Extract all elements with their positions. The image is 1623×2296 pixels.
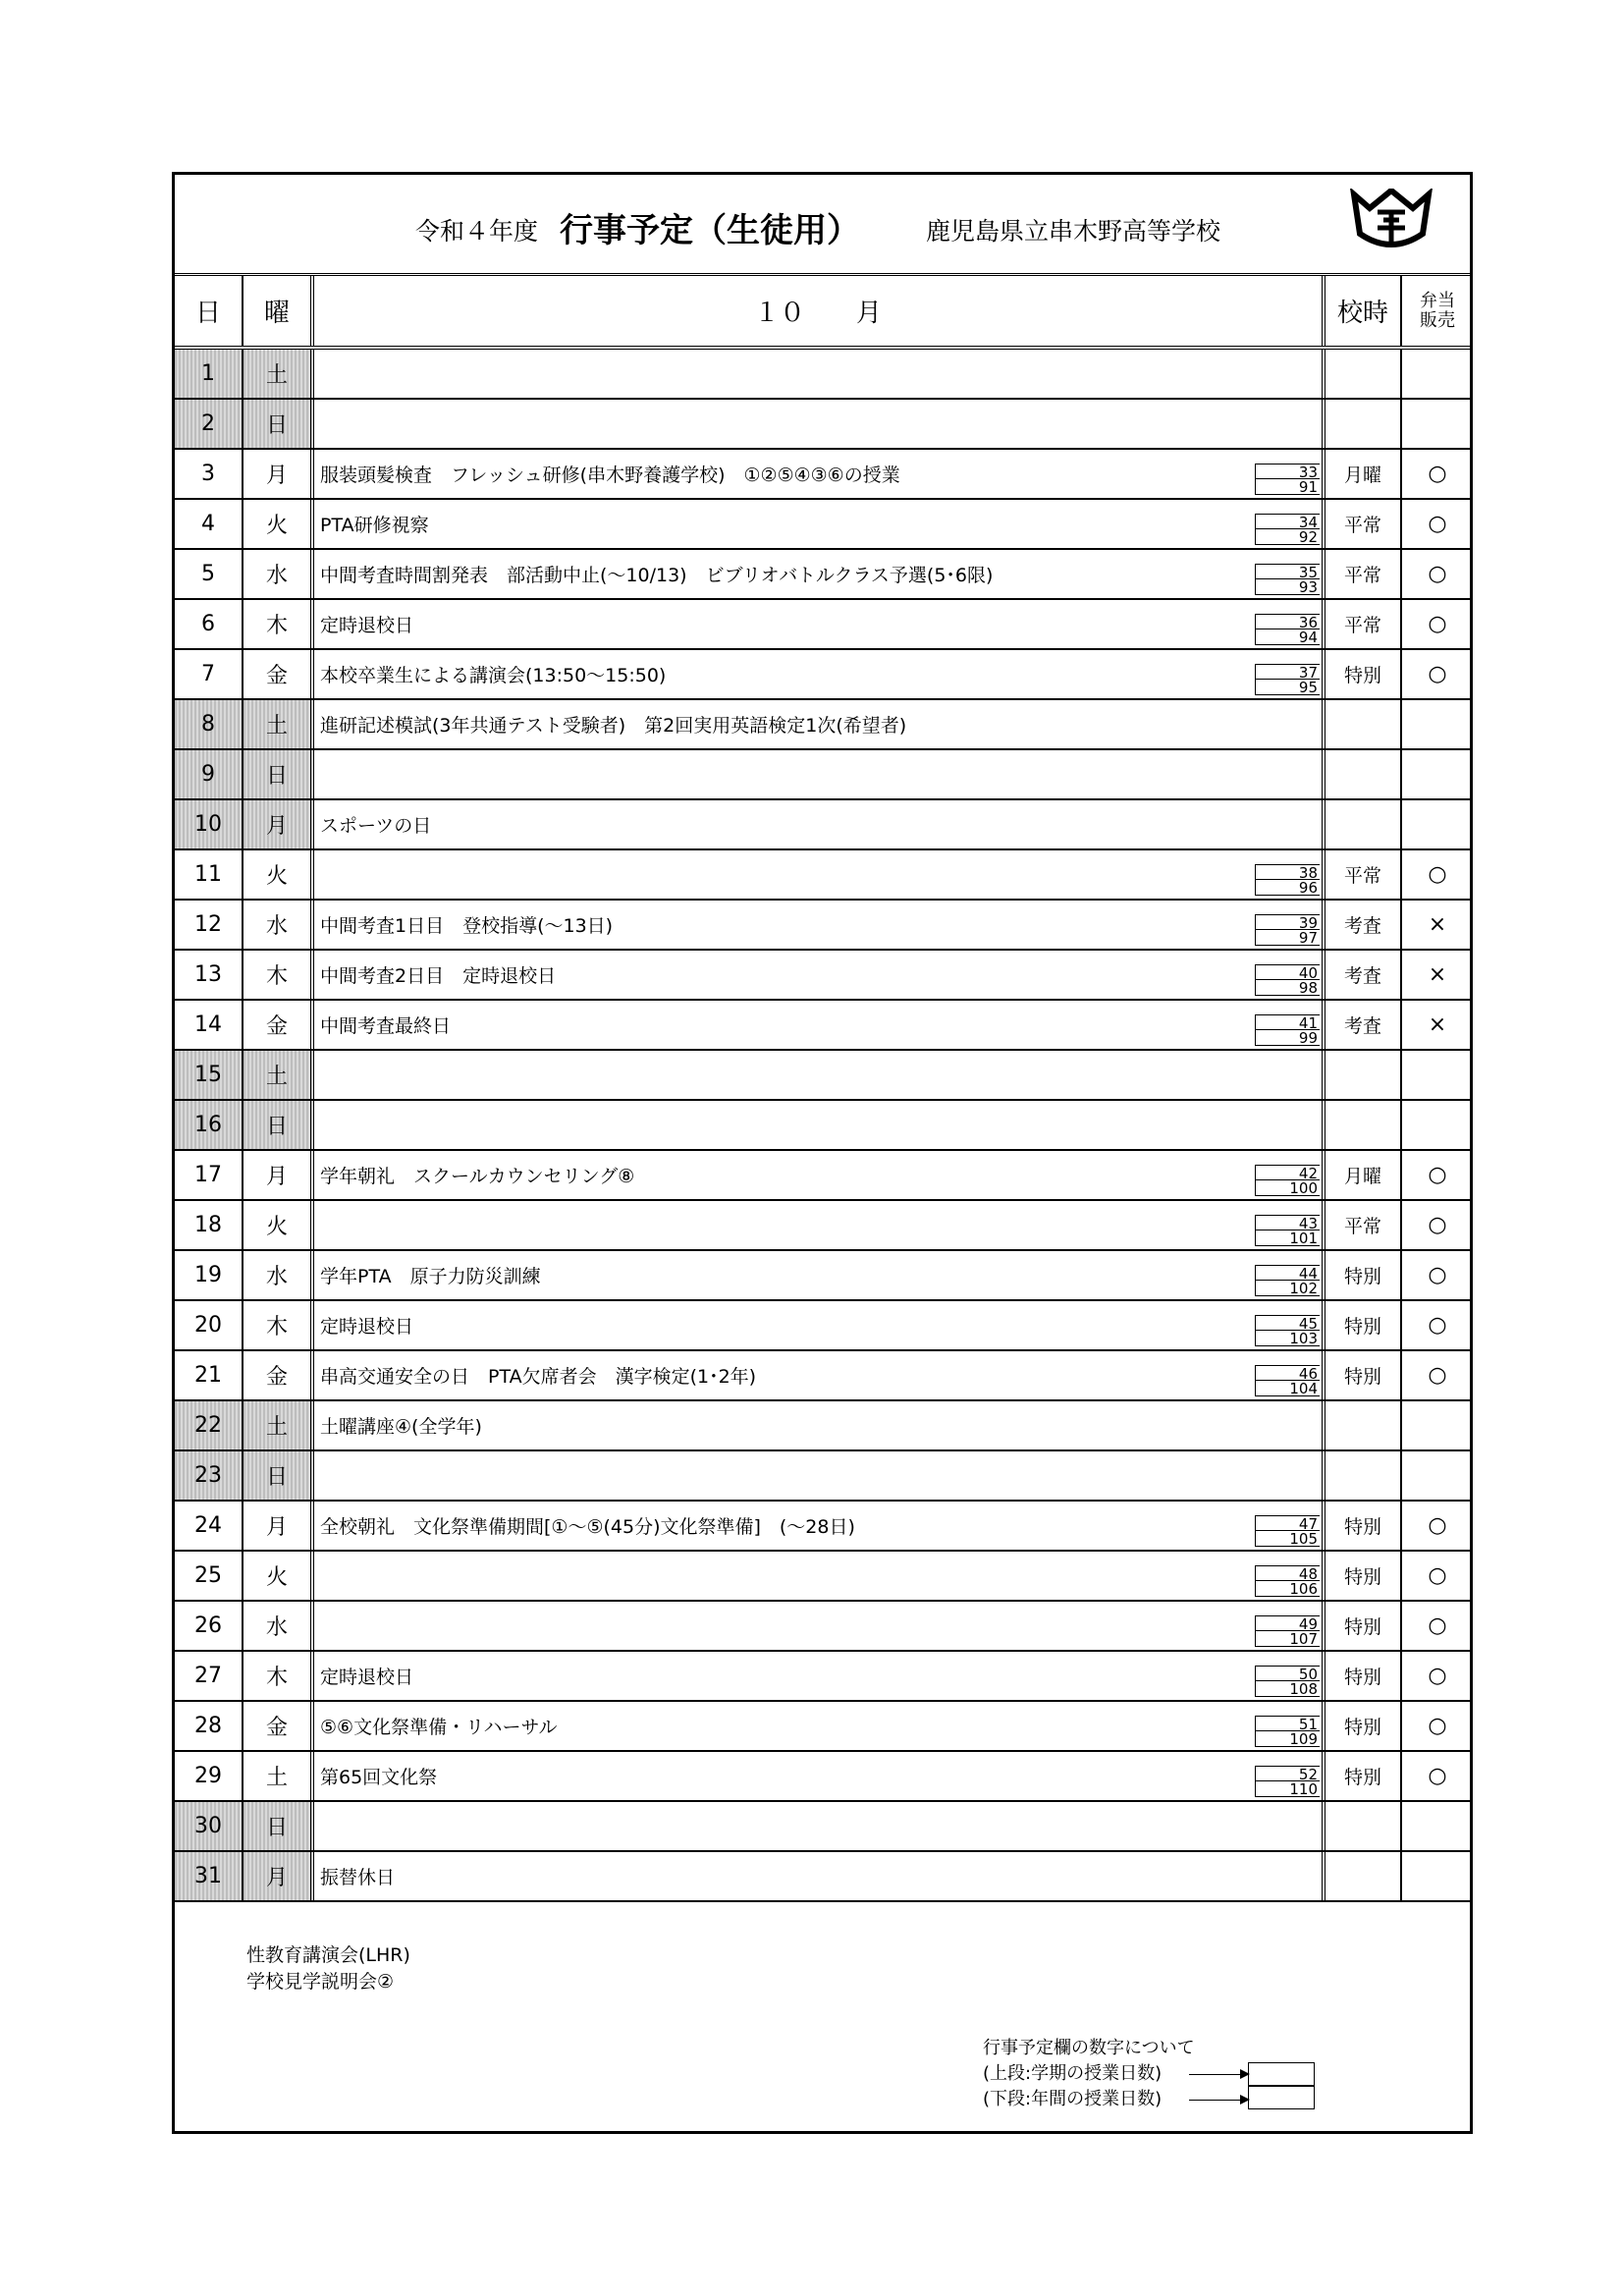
weekday-cell: 火 (243, 1552, 314, 1600)
term-class-days: 36 (1255, 614, 1320, 629)
table-row (175, 1351, 1470, 1401)
schedule-cell: 特別 (1325, 1351, 1402, 1399)
bento-cell (1402, 350, 1473, 398)
event-cell (314, 700, 1325, 748)
weekday-cell: 土 (243, 1401, 314, 1449)
event-cell (314, 901, 1325, 949)
class-day-counts (1255, 1265, 1320, 1298)
term-class-days: 42 (1255, 1165, 1320, 1180)
bento-cell: ○ (1428, 1213, 1447, 1237)
bento-cell: ○ (1428, 1163, 1447, 1187)
class-day-counts (1255, 1215, 1320, 1248)
schedule-cell: 特別 (1325, 1552, 1402, 1600)
weekday-cell: 金 (243, 1001, 314, 1049)
bento-cell (1402, 1401, 1473, 1449)
event-cell (314, 550, 1325, 598)
table-row (175, 1401, 1470, 1451)
table-row (175, 951, 1470, 1001)
bento-cell: ○ (1428, 562, 1447, 586)
day-cell: 24 (175, 1502, 243, 1550)
class-day-counts (1255, 1365, 1320, 1398)
day-cell: 15 (175, 1051, 243, 1099)
school-name: 鹿児島県立串木野高等学校 (926, 217, 1221, 246)
event-text: 振替休日 (320, 1867, 396, 1888)
weekday-cell: 金 (243, 650, 314, 698)
legend-upper: (上段:学期の授業日数) (983, 2063, 1163, 2084)
day-cell: 26 (175, 1602, 243, 1650)
weekday-cell: 日 (243, 400, 314, 448)
term-class-days: 46 (1255, 1365, 1320, 1381)
day-cell: 22 (175, 1401, 243, 1449)
event-text: 服装頭髪検査 フレッシュ研修(串木野養護学校) ①②⑤④③⑥の授業 (320, 465, 900, 486)
schedule-cell: 特別 (1325, 1502, 1402, 1550)
schedule-cell: 特別 (1325, 1752, 1402, 1800)
year-class-days: 108 (1255, 1681, 1320, 1697)
day-cell: 21 (175, 1351, 243, 1399)
table-row (175, 700, 1470, 750)
class-day-counts (1255, 964, 1320, 998)
event-cell (314, 650, 1325, 698)
event-text: 中間考査2日目 定時退校日 (320, 965, 557, 987)
event-cell (314, 500, 1325, 548)
weekday-cell: 日 (243, 750, 314, 798)
table-row (175, 850, 1470, 901)
bento-cell: ○ (1428, 1613, 1447, 1638)
event-cell (314, 350, 1325, 398)
bento-cell (1402, 1451, 1473, 1500)
day-cell: 18 (175, 1201, 243, 1249)
event-cell (314, 1802, 1325, 1850)
event-cell (314, 750, 1325, 798)
bento-header-line1: 弁当 (1420, 290, 1455, 311)
schedule-frame (172, 172, 1473, 2134)
bento-cell (1402, 1101, 1473, 1149)
schedule-cell: 平常 (1325, 850, 1402, 899)
event-cell (314, 450, 1325, 498)
table-row (175, 1652, 1470, 1702)
bento-cell (1402, 800, 1473, 848)
schedule-cell: 考査 (1325, 951, 1402, 999)
table-row (175, 1502, 1470, 1552)
schedule-cell (1325, 1451, 1402, 1500)
table-row (175, 1051, 1470, 1101)
day-cell: 23 (175, 1451, 243, 1500)
event-text: ⑤⑥文化祭準備・リハーサル (320, 1717, 558, 1738)
col-weekday-header: 曜 (243, 276, 314, 346)
event-text: 定時退校日 (320, 1316, 414, 1338)
event-text: 本校卒業生による講演会(13:50～15:50) (320, 665, 667, 686)
term-class-days: 35 (1255, 564, 1320, 579)
class-day-counts (1255, 1315, 1320, 1348)
table-row (175, 1552, 1470, 1602)
schedule-cell: 考査 (1325, 1001, 1402, 1049)
table-row (175, 1602, 1470, 1652)
bento-cell (1402, 750, 1473, 798)
year-class-days: 96 (1255, 880, 1320, 896)
day-cell: 17 (175, 1151, 243, 1199)
term-class-days: 48 (1255, 1565, 1320, 1581)
table-row (175, 750, 1470, 800)
term-class-days: 45 (1255, 1315, 1320, 1331)
event-cell (314, 1552, 1325, 1600)
event-cell (314, 1451, 1325, 1500)
event-text: 中間考査最終日 (320, 1015, 452, 1037)
school-emblem-icon (1348, 189, 1434, 257)
schedule-cell (1325, 700, 1402, 748)
year-class-days: 106 (1255, 1581, 1320, 1597)
schedule-cell: 特別 (1325, 1602, 1402, 1650)
day-cell: 9 (175, 750, 243, 798)
class-day-counts (1255, 1666, 1320, 1699)
year-class-days: 91 (1255, 479, 1320, 495)
class-day-counts (1255, 864, 1320, 898)
schedule-cell: 特別 (1325, 1652, 1402, 1700)
day-cell: 14 (175, 1001, 243, 1049)
bento-cell: ○ (1428, 1363, 1447, 1388)
page-title: 行事予定（生徒用） (560, 211, 860, 250)
term-class-days: 39 (1255, 914, 1320, 930)
day-cell: 27 (175, 1652, 243, 1700)
class-day-counts (1255, 1615, 1320, 1649)
year-label: 令和４年度 (415, 217, 539, 246)
weekday-cell: 金 (243, 1702, 314, 1750)
weekday-cell: 日 (243, 1101, 314, 1149)
bento-cell (1402, 400, 1473, 448)
schedule-cell (1325, 400, 1402, 448)
year-class-days: 109 (1255, 1731, 1320, 1747)
year-class-days: 103 (1255, 1331, 1320, 1346)
event-text: 串高交通安全の日 PTA欠席者会 漢字検定(1･2年) (320, 1366, 757, 1388)
event-text: PTA研修視察 (320, 515, 429, 536)
class-day-counts (1255, 564, 1320, 597)
term-class-days: 33 (1255, 464, 1320, 479)
weekday-cell: 土 (243, 1051, 314, 1099)
event-text: 全校朝礼 文化祭準備期間[①～⑤(45分)文化祭準備] (～28日) (320, 1516, 855, 1538)
weekday-cell: 月 (243, 800, 314, 848)
table-row (175, 1752, 1470, 1802)
bento-cell: ○ (1428, 1263, 1447, 1287)
weekday-cell: 金 (243, 1351, 314, 1399)
weekday-cell: 月 (243, 1852, 314, 1900)
year-class-days: 97 (1255, 930, 1320, 946)
class-day-counts (1255, 1165, 1320, 1198)
col-month-header: １０ 月 (314, 276, 1325, 346)
term-class-days: 43 (1255, 1215, 1320, 1230)
day-cell: 10 (175, 800, 243, 848)
class-day-counts (1255, 514, 1320, 547)
day-cell: 5 (175, 550, 243, 598)
event-text: 定時退校日 (320, 615, 414, 636)
day-cell: 12 (175, 901, 243, 949)
schedule-cell (1325, 350, 1402, 398)
event-cell (314, 1051, 1325, 1099)
class-day-counts (1255, 614, 1320, 647)
bento-cell: ○ (1428, 612, 1447, 636)
col-bento-header (1402, 276, 1473, 346)
term-class-days: 49 (1255, 1615, 1320, 1631)
term-class-days: 37 (1255, 664, 1320, 680)
event-cell (314, 1852, 1325, 1900)
bento-cell: ○ (1428, 1313, 1447, 1338)
table-row (175, 1702, 1470, 1752)
year-class-days: 93 (1255, 579, 1320, 595)
day-cell: 19 (175, 1251, 243, 1299)
schedule-cell: 月曜 (1325, 450, 1402, 498)
event-text: 中間考査時間割発表 部活動中止(～10/13) ビブリオバトルクラス予選(5･6限) (320, 565, 994, 586)
legend-lower: (下段:年間の授業日数) (983, 2089, 1163, 2109)
weekday-cell: 月 (243, 1151, 314, 1199)
schedule-cell: 平常 (1325, 600, 1402, 648)
year-class-days: 92 (1255, 529, 1320, 545)
day-cell: 1 (175, 350, 243, 398)
year-class-days: 107 (1255, 1631, 1320, 1647)
weekday-cell: 日 (243, 1451, 314, 1500)
event-cell (314, 1351, 1325, 1399)
term-class-days: 51 (1255, 1716, 1320, 1731)
weekday-cell: 日 (243, 1802, 314, 1850)
bento-cell: ○ (1428, 1513, 1447, 1538)
arrow-icon (1189, 2100, 1248, 2101)
weekday-cell: 水 (243, 901, 314, 949)
weekday-cell: 月 (243, 1502, 314, 1550)
event-cell (314, 1201, 1325, 1249)
weekday-cell: 土 (243, 1752, 314, 1800)
event-text: 土曜講座④(全学年) (320, 1416, 482, 1438)
weekday-cell: 火 (243, 500, 314, 548)
weekday-cell: 水 (243, 1602, 314, 1650)
event-cell (314, 1602, 1325, 1650)
table-row (175, 1251, 1470, 1301)
event-text: スポーツの日 (320, 815, 432, 837)
event-cell (314, 600, 1325, 648)
event-text: 定時退校日 (320, 1667, 414, 1688)
schedule-cell: 特別 (1325, 1251, 1402, 1299)
event-cell (314, 1752, 1325, 1800)
class-day-counts (1255, 1565, 1320, 1599)
term-class-days: 34 (1255, 514, 1320, 529)
legend-heading: 行事予定欄の数字について (983, 2038, 1195, 2058)
table-row (175, 400, 1470, 450)
bento-cell: ○ (1428, 1563, 1447, 1588)
weekday-cell: 木 (243, 951, 314, 999)
schedule-cell (1325, 750, 1402, 798)
schedule-cell (1325, 1401, 1402, 1449)
bento-cell: ○ (1428, 862, 1447, 887)
class-day-counts (1255, 664, 1320, 697)
year-class-days: 105 (1255, 1531, 1320, 1547)
term-class-days: 47 (1255, 1515, 1320, 1531)
event-cell (314, 1702, 1325, 1750)
count-legend (983, 2036, 1195, 2112)
schedule-cell: 特別 (1325, 1301, 1402, 1349)
schedule-cell: 平常 (1325, 500, 1402, 548)
bento-cell (1402, 1051, 1473, 1099)
event-cell (314, 850, 1325, 899)
note-line: 学校見学説明会② (246, 1971, 395, 1993)
bento-cell: × (1428, 962, 1447, 987)
bento-header-line2: 販売 (1420, 309, 1455, 331)
schedule-cell (1325, 800, 1402, 848)
bento-cell: ○ (1428, 462, 1447, 486)
day-cell: 7 (175, 650, 243, 698)
weekday-cell: 土 (243, 350, 314, 398)
notes (246, 1942, 410, 1995)
year-class-days: 99 (1255, 1030, 1320, 1046)
day-cell: 28 (175, 1702, 243, 1750)
year-class-days: 94 (1255, 629, 1320, 645)
schedule-cell (1325, 1051, 1402, 1099)
day-cell: 31 (175, 1852, 243, 1900)
class-day-counts (1255, 1766, 1320, 1799)
day-cell: 4 (175, 500, 243, 548)
schedule-cell: 特別 (1325, 1702, 1402, 1750)
table-row (175, 1101, 1470, 1151)
year-class-days: 98 (1255, 980, 1320, 996)
day-cell: 6 (175, 600, 243, 648)
class-day-counts (1255, 1515, 1320, 1549)
bento-cell (1402, 1802, 1473, 1850)
event-text: 学年PTA 原子力防災訓練 (320, 1266, 541, 1287)
schedule-cell: 特別 (1325, 650, 1402, 698)
event-cell (314, 1101, 1325, 1149)
weekday-cell: 火 (243, 1201, 314, 1249)
event-cell (314, 800, 1325, 848)
title-bar (175, 175, 1470, 276)
event-text: 第65回文化祭 (320, 1767, 438, 1788)
term-class-days: 41 (1255, 1014, 1320, 1030)
day-cell: 2 (175, 400, 243, 448)
day-cell: 16 (175, 1101, 243, 1149)
day-cell: 11 (175, 850, 243, 899)
event-cell (314, 1652, 1325, 1700)
term-class-days: 38 (1255, 864, 1320, 880)
bento-cell: ○ (1428, 512, 1447, 536)
bento-cell (1402, 700, 1473, 748)
col-schedule-header: 校時 (1325, 276, 1402, 346)
table-row (175, 800, 1470, 850)
day-cell: 30 (175, 1802, 243, 1850)
weekday-cell: 土 (243, 700, 314, 748)
event-text: 進研記述模試(3年共通テスト受験者) 第2回実用英語検定1次(希望者) (320, 715, 907, 737)
weekday-cell: 木 (243, 1301, 314, 1349)
event-cell (314, 951, 1325, 999)
day-cell: 8 (175, 700, 243, 748)
term-class-days: 50 (1255, 1666, 1320, 1681)
weekday-cell: 水 (243, 550, 314, 598)
term-class-days: 40 (1255, 964, 1320, 980)
year-class-days: 95 (1255, 680, 1320, 695)
bento-cell (1402, 1852, 1473, 1900)
schedule-cell: 月曜 (1325, 1151, 1402, 1199)
event-cell (314, 1251, 1325, 1299)
bento-cell: × (1428, 1012, 1447, 1037)
col-day-header: 日 (175, 276, 243, 346)
table-row (175, 1001, 1470, 1051)
year-class-days: 102 (1255, 1281, 1320, 1296)
day-cell: 3 (175, 450, 243, 498)
schedule-cell: 平常 (1325, 550, 1402, 598)
table-row (175, 1301, 1470, 1351)
day-cell: 13 (175, 951, 243, 999)
bento-cell: ○ (1428, 662, 1447, 686)
schedule-cell (1325, 1852, 1402, 1900)
table-row (175, 1852, 1470, 1902)
legend-box-lower (1248, 2086, 1315, 2109)
schedule-cell (1325, 1802, 1402, 1850)
year-class-days: 110 (1255, 1781, 1320, 1797)
year-class-days: 101 (1255, 1230, 1320, 1246)
weekday-cell: 木 (243, 1652, 314, 1700)
bento-cell: ○ (1428, 1664, 1447, 1688)
table-row (175, 1451, 1470, 1502)
weekday-cell: 木 (243, 600, 314, 648)
event-cell (314, 1401, 1325, 1449)
legend-box-upper (1248, 2062, 1315, 2086)
table-row (175, 1802, 1470, 1852)
class-day-counts (1255, 914, 1320, 948)
schedule-cell: 考査 (1325, 901, 1402, 949)
bento-cell: ○ (1428, 1714, 1447, 1738)
weekday-cell: 水 (243, 1251, 314, 1299)
term-class-days: 52 (1255, 1766, 1320, 1781)
event-cell (314, 400, 1325, 448)
table-row (175, 600, 1470, 650)
event-cell (314, 1001, 1325, 1049)
day-cell: 29 (175, 1752, 243, 1800)
event-cell (314, 1151, 1325, 1199)
schedule-cell: 平常 (1325, 1201, 1402, 1249)
table-row (175, 650, 1470, 700)
year-class-days: 100 (1255, 1180, 1320, 1196)
note-line: 性教育講演会(LHR) (246, 1944, 410, 1966)
table-row (175, 1201, 1470, 1251)
event-text: 中間考査1日目 登校指導(～13日) (320, 915, 614, 937)
event-cell (314, 1301, 1325, 1349)
year-class-days: 104 (1255, 1381, 1320, 1396)
term-class-days: 44 (1255, 1265, 1320, 1281)
table-row (175, 550, 1470, 600)
table-row (175, 350, 1470, 400)
weekday-cell: 火 (243, 850, 314, 899)
table-row (175, 500, 1470, 550)
class-day-counts (1255, 1014, 1320, 1048)
arrow-icon (1189, 2074, 1248, 2075)
class-day-counts (1255, 1716, 1320, 1749)
event-cell (314, 1502, 1325, 1550)
table-row (175, 450, 1470, 500)
schedule-cell (1325, 1101, 1402, 1149)
event-text: 学年朝礼 スクールカウンセリング⑧ (320, 1166, 635, 1187)
bento-cell: × (1428, 912, 1447, 937)
day-cell: 20 (175, 1301, 243, 1349)
table-header (175, 276, 1470, 350)
table-row (175, 901, 1470, 951)
weekday-cell: 月 (243, 450, 314, 498)
table-row (175, 1151, 1470, 1201)
day-cell: 25 (175, 1552, 243, 1600)
bento-cell: ○ (1428, 1764, 1447, 1788)
class-day-counts (1255, 464, 1320, 497)
